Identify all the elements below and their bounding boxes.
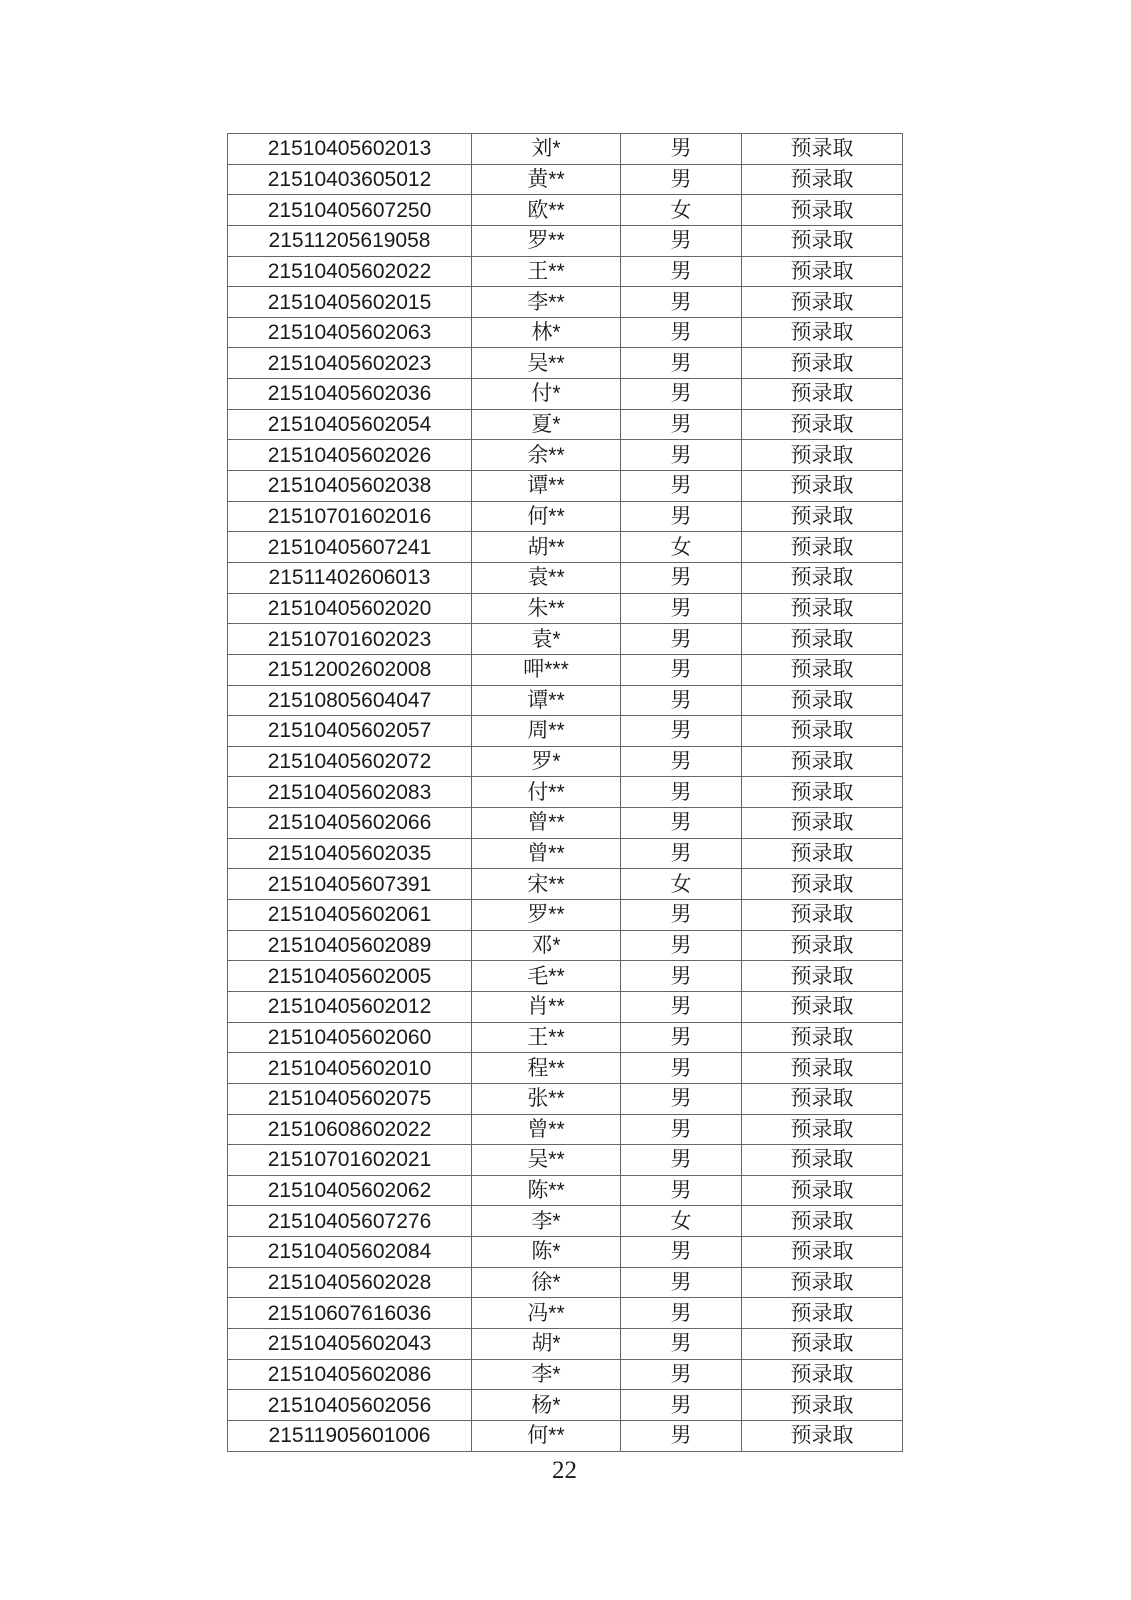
admission-status-cell: 预录取 — [742, 593, 903, 624]
candidate-id-cell: 21510405602010 — [228, 1053, 472, 1084]
admission-status-cell: 预录取 — [742, 287, 903, 318]
candidate-id-cell: 21510405602075 — [228, 1083, 472, 1114]
admission-status-cell: 预录取 — [742, 195, 903, 226]
admission-status-cell: 预录取 — [742, 1175, 903, 1206]
candidate-id-cell: 21512002602008 — [228, 654, 472, 685]
table-row — [228, 808, 903, 839]
gender-cell: 男 — [621, 1267, 742, 1298]
gender-cell: 男 — [621, 777, 742, 808]
candidate-name-cell: 谭** — [472, 685, 621, 716]
admission-status-cell: 预录取 — [742, 1390, 903, 1421]
gender-cell: 男 — [621, 1083, 742, 1114]
gender-cell: 男 — [621, 440, 742, 471]
candidate-name-cell: 吴** — [472, 348, 621, 379]
admission-status-cell: 预录取 — [742, 961, 903, 992]
candidate-id-cell: 21510805604047 — [228, 685, 472, 716]
candidate-name-cell: 余** — [472, 440, 621, 471]
table-row — [228, 379, 903, 410]
gender-cell: 男 — [621, 379, 742, 410]
gender-cell: 男 — [621, 409, 742, 440]
gender-cell: 男 — [621, 501, 742, 532]
table-row — [228, 562, 903, 593]
admission-status-cell: 预录取 — [742, 501, 903, 532]
candidate-id-cell: 21510405602013 — [228, 134, 472, 165]
admission-status-cell: 预录取 — [742, 134, 903, 165]
admission-status-cell: 预录取 — [742, 532, 903, 563]
table-row — [228, 1175, 903, 1206]
candidate-id-cell: 21510607616036 — [228, 1298, 472, 1329]
candidate-name-cell: 肖** — [472, 991, 621, 1022]
gender-cell: 男 — [621, 654, 742, 685]
candidate-name-cell: 徐* — [472, 1267, 621, 1298]
admission-status-cell: 预录取 — [742, 1053, 903, 1084]
candidate-name-cell: 谭** — [472, 471, 621, 502]
admission-status-cell: 预录取 — [742, 1145, 903, 1176]
candidate-id-cell: 21510608602022 — [228, 1114, 472, 1145]
candidate-name-cell: 李** — [472, 287, 621, 318]
table-row — [228, 624, 903, 655]
table-row — [228, 1328, 903, 1359]
gender-cell: 男 — [621, 256, 742, 287]
table-row — [228, 317, 903, 348]
gender-cell: 男 — [621, 134, 742, 165]
candidate-name-cell: 袁* — [472, 624, 621, 655]
table-row — [228, 1053, 903, 1084]
table-row — [228, 1206, 903, 1237]
candidate-id-cell: 21510405602054 — [228, 409, 472, 440]
candidate-id-cell: 21510405602062 — [228, 1175, 472, 1206]
candidate-id-cell: 21510405602066 — [228, 808, 472, 839]
admission-status-cell: 预录取 — [742, 654, 903, 685]
candidate-id-cell: 21510701602023 — [228, 624, 472, 655]
candidate-id-cell: 21510405602022 — [228, 256, 472, 287]
candidate-id-cell: 21511905601006 — [228, 1420, 472, 1451]
table-row — [228, 716, 903, 747]
table-row — [228, 838, 903, 869]
candidate-name-cell: 陈* — [472, 1237, 621, 1268]
candidate-id-cell: 21510405602020 — [228, 593, 472, 624]
admission-status-cell: 预录取 — [742, 1267, 903, 1298]
candidate-id-cell: 21510405602026 — [228, 440, 472, 471]
candidate-name-cell: 宋** — [472, 869, 621, 900]
gender-cell: 男 — [621, 1420, 742, 1451]
gender-cell: 男 — [621, 1114, 742, 1145]
candidate-id-cell: 21510405602012 — [228, 991, 472, 1022]
candidate-id-cell: 21510405602036 — [228, 379, 472, 410]
candidate-name-cell: 欧** — [472, 195, 621, 226]
candidate-id-cell: 21510405602015 — [228, 287, 472, 318]
table-row — [228, 1420, 903, 1451]
admission-status-cell: 预录取 — [742, 685, 903, 716]
gender-cell: 男 — [621, 961, 742, 992]
table-row — [228, 654, 903, 685]
candidate-id-cell: 21510405607241 — [228, 532, 472, 563]
candidate-name-cell: 黄** — [472, 164, 621, 195]
admission-status-cell: 预录取 — [742, 1206, 903, 1237]
table-row — [228, 1267, 903, 1298]
admission-status-cell: 预录取 — [742, 1237, 903, 1268]
candidate-id-cell: 21510405602061 — [228, 900, 472, 931]
candidate-id-cell: 21510405607250 — [228, 195, 472, 226]
gender-cell: 男 — [621, 624, 742, 655]
gender-cell: 男 — [621, 1145, 742, 1176]
candidate-name-cell: 何** — [472, 1420, 621, 1451]
table-row — [228, 409, 903, 440]
table-row — [228, 532, 903, 563]
admission-status-cell: 预录取 — [742, 900, 903, 931]
gender-cell: 男 — [621, 1237, 742, 1268]
candidate-name-cell: 林* — [472, 317, 621, 348]
candidate-name-cell: 李* — [472, 1206, 621, 1237]
candidate-id-cell: 21511402606013 — [228, 562, 472, 593]
candidate-id-cell: 21510405602086 — [228, 1359, 472, 1390]
admission-status-cell: 预录取 — [742, 164, 903, 195]
candidate-id-cell: 21510403605012 — [228, 164, 472, 195]
candidate-name-cell: 杨* — [472, 1390, 621, 1421]
candidate-name-cell: 曾** — [472, 1114, 621, 1145]
table-row — [228, 348, 903, 379]
table-row — [228, 501, 903, 532]
candidate-name-cell: 夏* — [472, 409, 621, 440]
table-row — [228, 1145, 903, 1176]
table-row — [228, 440, 903, 471]
table-row — [228, 1359, 903, 1390]
candidate-name-cell: 袁** — [472, 562, 621, 593]
admission-table-body — [228, 134, 903, 1452]
table-row — [228, 471, 903, 502]
admission-status-cell: 预录取 — [742, 716, 903, 747]
gender-cell: 女 — [621, 869, 742, 900]
candidate-name-cell: 毛** — [472, 961, 621, 992]
candidate-id-cell: 21510701602016 — [228, 501, 472, 532]
gender-cell: 男 — [621, 1359, 742, 1390]
table-row — [228, 1390, 903, 1421]
candidate-id-cell: 21510405602005 — [228, 961, 472, 992]
admission-status-cell: 预录取 — [742, 379, 903, 410]
candidate-id-cell: 21510405602084 — [228, 1237, 472, 1268]
candidate-id-cell: 21511205619058 — [228, 225, 472, 256]
candidate-id-cell: 21510405602060 — [228, 1022, 472, 1053]
candidate-name-cell: 曾** — [472, 838, 621, 869]
candidate-name-cell: 冯** — [472, 1298, 621, 1329]
candidate-id-cell: 21510405602028 — [228, 1267, 472, 1298]
gender-cell: 男 — [621, 716, 742, 747]
candidate-name-cell: 王** — [472, 1022, 621, 1053]
table-row — [228, 134, 903, 165]
table-row — [228, 195, 903, 226]
candidate-name-cell: 胡* — [472, 1328, 621, 1359]
candidate-name-cell: 程** — [472, 1053, 621, 1084]
admission-status-cell: 预录取 — [742, 1420, 903, 1451]
candidate-name-cell: 胡** — [472, 532, 621, 563]
candidate-id-cell: 21510405602038 — [228, 471, 472, 502]
admission-status-cell: 预录取 — [742, 471, 903, 502]
table-row — [228, 930, 903, 961]
gender-cell: 男 — [621, 1175, 742, 1206]
candidate-id-cell: 21510405602083 — [228, 777, 472, 808]
admission-status-cell: 预录取 — [742, 1298, 903, 1329]
table-row — [228, 164, 903, 195]
admission-status-cell: 预录取 — [742, 838, 903, 869]
table-row — [228, 1022, 903, 1053]
candidate-name-cell: 呷*** — [472, 654, 621, 685]
gender-cell: 男 — [621, 287, 742, 318]
admission-status-cell: 预录取 — [742, 1022, 903, 1053]
admission-status-cell: 预录取 — [742, 1328, 903, 1359]
candidate-name-cell: 王** — [472, 256, 621, 287]
candidate-name-cell: 邓* — [472, 930, 621, 961]
admission-status-cell: 预录取 — [742, 808, 903, 839]
admission-status-cell: 预录取 — [742, 256, 903, 287]
table-row — [228, 225, 903, 256]
admission-status-cell: 预录取 — [742, 746, 903, 777]
gender-cell: 男 — [621, 1022, 742, 1053]
table-row — [228, 1114, 903, 1145]
admission-status-cell: 预录取 — [742, 1114, 903, 1145]
candidate-name-cell: 罗** — [472, 225, 621, 256]
table-row — [228, 900, 903, 931]
gender-cell: 男 — [621, 746, 742, 777]
candidate-id-cell: 21510405602043 — [228, 1328, 472, 1359]
table-row — [228, 991, 903, 1022]
gender-cell: 女 — [621, 1206, 742, 1237]
candidate-name-cell: 李* — [472, 1359, 621, 1390]
candidate-name-cell: 何** — [472, 501, 621, 532]
admission-status-cell: 预录取 — [742, 440, 903, 471]
candidate-id-cell: 21510701602021 — [228, 1145, 472, 1176]
admission-status-cell: 预录取 — [742, 869, 903, 900]
admission-status-cell: 预录取 — [742, 991, 903, 1022]
table-row — [228, 1237, 903, 1268]
gender-cell: 男 — [621, 317, 742, 348]
table-row — [228, 1083, 903, 1114]
admission-status-cell: 预录取 — [742, 930, 903, 961]
admission-status-cell: 预录取 — [742, 624, 903, 655]
table-row — [228, 869, 903, 900]
candidate-name-cell: 罗** — [472, 900, 621, 931]
gender-cell: 男 — [621, 471, 742, 502]
admission-status-cell: 预录取 — [742, 562, 903, 593]
admission-status-cell: 预录取 — [742, 777, 903, 808]
gender-cell: 男 — [621, 1053, 742, 1084]
table-row — [228, 256, 903, 287]
candidate-id-cell: 21510405602089 — [228, 930, 472, 961]
table-row — [228, 746, 903, 777]
admission-status-cell: 预录取 — [742, 1359, 903, 1390]
candidate-id-cell: 21510405602063 — [228, 317, 472, 348]
gender-cell: 男 — [621, 900, 742, 931]
gender-cell: 男 — [621, 562, 742, 593]
admission-status-cell: 预录取 — [742, 1083, 903, 1114]
gender-cell: 男 — [621, 1298, 742, 1329]
candidate-name-cell: 付* — [472, 379, 621, 410]
admission-list-table — [227, 133, 903, 1452]
candidate-id-cell: 21510405607391 — [228, 869, 472, 900]
candidate-name-cell: 吴** — [472, 1145, 621, 1176]
table-row — [228, 287, 903, 318]
candidate-name-cell: 曾** — [472, 808, 621, 839]
table-row — [228, 961, 903, 992]
candidate-id-cell: 21510405602035 — [228, 838, 472, 869]
gender-cell: 男 — [621, 808, 742, 839]
candidate-id-cell: 21510405602072 — [228, 746, 472, 777]
candidate-id-cell: 21510405607276 — [228, 1206, 472, 1237]
gender-cell: 男 — [621, 1390, 742, 1421]
admission-status-cell: 预录取 — [742, 317, 903, 348]
candidate-name-cell: 周** — [472, 716, 621, 747]
candidate-name-cell: 张** — [472, 1083, 621, 1114]
gender-cell: 男 — [621, 838, 742, 869]
gender-cell: 女 — [621, 532, 742, 563]
table-row — [228, 777, 903, 808]
gender-cell: 男 — [621, 930, 742, 961]
candidate-id-cell: 21510405602023 — [228, 348, 472, 379]
candidate-name-cell: 付** — [472, 777, 621, 808]
candidate-name-cell: 罗* — [472, 746, 621, 777]
admission-status-cell: 预录取 — [742, 409, 903, 440]
candidate-name-cell: 刘* — [472, 134, 621, 165]
admission-status-cell: 预录取 — [742, 348, 903, 379]
candidate-name-cell: 陈** — [472, 1175, 621, 1206]
gender-cell: 男 — [621, 1328, 742, 1359]
gender-cell: 男 — [621, 685, 742, 716]
table-row — [228, 1298, 903, 1329]
gender-cell: 男 — [621, 991, 742, 1022]
page-number: 22 — [552, 1457, 577, 1484]
candidate-name-cell: 朱** — [472, 593, 621, 624]
candidate-id-cell: 21510405602057 — [228, 716, 472, 747]
gender-cell: 男 — [621, 593, 742, 624]
table-row — [228, 685, 903, 716]
gender-cell: 女 — [621, 195, 742, 226]
gender-cell: 男 — [621, 348, 742, 379]
gender-cell: 男 — [621, 164, 742, 195]
admission-status-cell: 预录取 — [742, 225, 903, 256]
gender-cell: 男 — [621, 225, 742, 256]
candidate-id-cell: 21510405602056 — [228, 1390, 472, 1421]
table-row — [228, 593, 903, 624]
